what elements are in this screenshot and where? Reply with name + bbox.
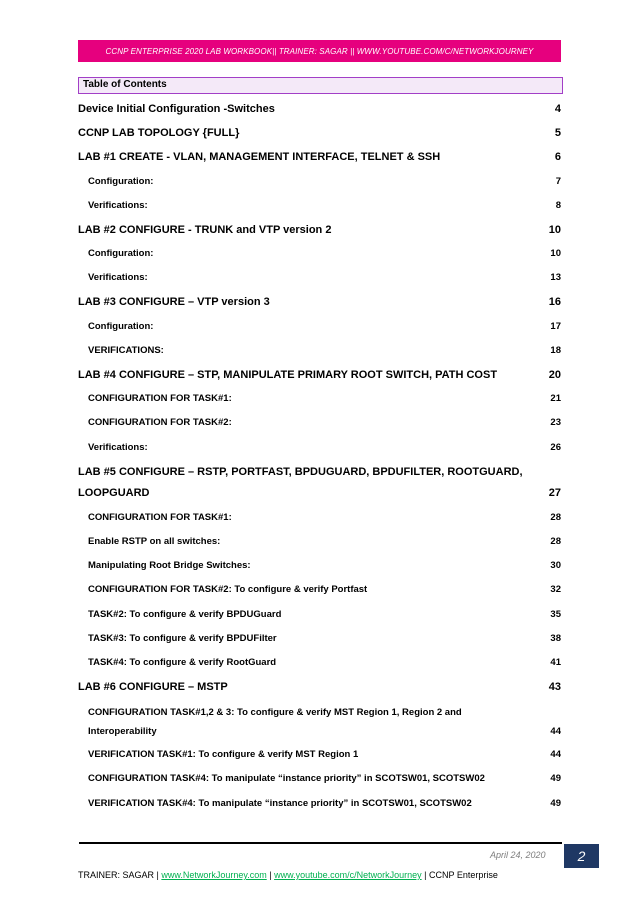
toc-entry[interactable]: CCNP LAB TOPOLOGY {FULL} 5 xyxy=(78,127,561,140)
footer-suffix: | CCNP Enterprise xyxy=(421,870,498,880)
toc-entry[interactable]: LAB #4 CONFIGURE – STP, MANIPULATE PRIMARY ROOT SWITCH, PATH COST 20 xyxy=(78,369,561,382)
toc-subentry[interactable]: CONFIGURATION FOR TASK#1: 21 xyxy=(88,393,561,405)
toc-subentry[interactable]: CONFIGURATION TASK#1,2 & 3: To configure & verify MST Region 1, Region 2 and Interoperability 44 xyxy=(88,707,561,738)
toc-entry[interactable]: LAB #1 CREATE - VLAN, MANAGEMENT INTERFACE, TELNET & SSH 6 xyxy=(78,151,561,164)
toc-subentry[interactable]: TASK#3: To configure & verify BPDUFilter 38 xyxy=(88,632,561,644)
toc-entry[interactable]: LAB #2 CONFIGURE - TRUNK and VTP version 2 10 xyxy=(78,223,561,236)
toc-entry[interactable]: LAB #5 CONFIGURE – RSTP, PORTFAST, BPDUGUARD, BPDUFILTER, ROOTGUARD, LOOPGUARD 27 xyxy=(78,465,561,499)
toc-subentry[interactable]: TASK#4: To configure & verify RootGuard 41 xyxy=(88,656,561,668)
footer-text xyxy=(78,870,498,880)
toc-subentry[interactable]: VERIFICATION TASK#1: To configure & verify MST Region 1 44 xyxy=(88,749,561,761)
toc-subentry[interactable]: Enable RSTP on all switches: 28 xyxy=(88,535,561,547)
toc-subentry[interactable]: CONFIGURATION FOR TASK#2: To configure & verify Portfast 32 xyxy=(88,584,561,596)
toc-subentry[interactable]: CONFIGURATION FOR TASK#1: 28 xyxy=(88,511,561,523)
toc-title: Table of Contents xyxy=(78,77,563,94)
toc-entry[interactable]: Device Initial Configuration -Switches 4 xyxy=(78,102,561,115)
table-of-contents xyxy=(78,97,561,816)
toc-subentry[interactable]: Manipulating Root Bridge Switches: 30 xyxy=(88,560,561,572)
page-number: 2 xyxy=(564,844,599,868)
footer-date: April 24, 2020 xyxy=(490,850,546,860)
toc-subentry[interactable]: VERIFICATIONS: 18 xyxy=(88,344,561,356)
footer-link-networkjourney[interactable]: www.NetworkJourney.com xyxy=(161,870,267,880)
toc-subentry[interactable]: Configuration: 7 xyxy=(88,175,561,187)
footer-separator: | xyxy=(266,870,275,880)
toc-entry[interactable]: LAB #6 CONFIGURE – MSTP 43 xyxy=(78,681,561,694)
footer-divider xyxy=(79,842,562,844)
toc-entry[interactable]: LAB #3 CONFIGURE – VTP version 3 16 xyxy=(78,296,561,309)
toc-subentry[interactable]: Configuration: 10 xyxy=(88,248,561,260)
toc-subentry[interactable]: VERIFICATION TASK#4: To manipulate “instance priority” in SCOTSW01, SCOTSW02 49 xyxy=(88,797,561,809)
toc-subentry[interactable]: CONFIGURATION FOR TASK#2: 23 xyxy=(88,417,561,429)
header-banner-text: CCNP ENTERPRISE 2020 LAB WORKBOOK|| TRAINER: SAGAR || WWW.YOUTUBE.COM/C/NETWORKJOURNEY xyxy=(105,46,534,56)
footer-link-youtube[interactable]: www.youtube.com/c/NetworkJourney xyxy=(274,870,422,880)
toc-subentry[interactable]: Verifications: 13 xyxy=(88,272,561,284)
footer-trainer: TRAINER: SAGAR | xyxy=(78,870,162,880)
toc-subentry[interactable]: Verifications: 26 xyxy=(88,441,561,453)
toc-subentry[interactable]: CONFIGURATION TASK#4: To manipulate “instance priority” in SCOTSW01, SCOTSW02 49 xyxy=(88,773,561,785)
toc-subentry[interactable]: TASK#2: To configure & verify BPDUGuard 35 xyxy=(88,608,561,620)
toc-subentry[interactable]: Verifications: 8 xyxy=(88,199,561,211)
header-banner xyxy=(78,40,561,62)
toc-subentry[interactable]: Configuration: 17 xyxy=(88,320,561,332)
